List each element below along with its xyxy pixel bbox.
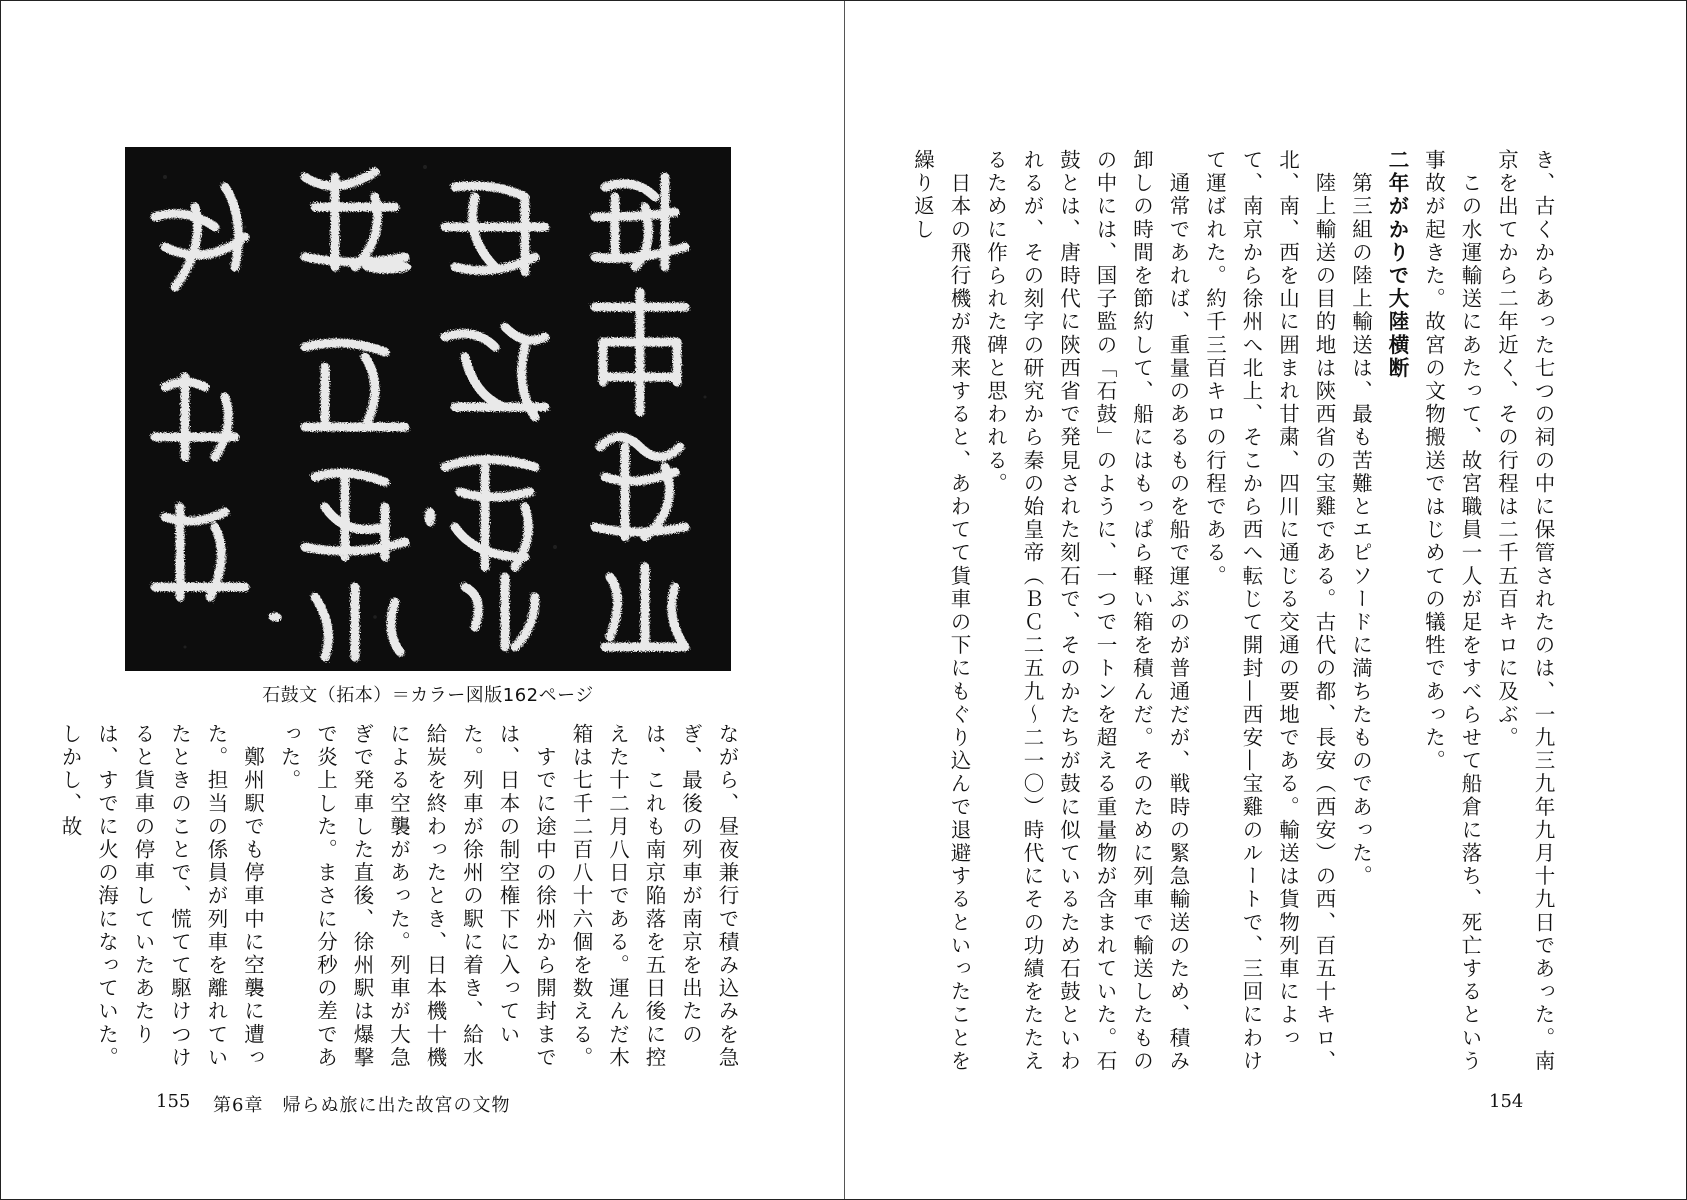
right-page-body	[910, 149, 1561, 1089]
figure-caption: 石鼓文（拓本）＝カラー図版162ページ	[262, 685, 594, 706]
running-head: 第6章 帰らぬ旅に出た故宮の文物	[213, 1095, 511, 1116]
page-gutter	[844, 1, 845, 1199]
left-page-body: ながら、昼夜兼行で積み込みを急ぎ、最後の列車が南京を出たのは、これも南京陥落を五日後に控えた十二月八日である。運んだ木箱は七千二百八十六個を数える。 すでに途中の徐州から開封までは、日本の制空権下に入っていた。列車が徐州の駅に着き、給水給炭を終わったとき、日本機十機による空襲があった。列車が大急ぎで発車した直後、徐州駅は爆撃で炎上した。まさに分秒の差であった。 鄭州駅でも停車中に空襲に遭った。担当の係員が列車を離れていたときのことで、慌てて駆けつけると貨車の停車していたあたりは、すでに火の海になっていた。しかし、故	[58, 723, 739, 1070]
section-heading: 二年がかりで大陸横断	[1385, 149, 1409, 380]
rubbing-artwork	[125, 147, 731, 671]
page-number-right: 154	[1489, 1091, 1524, 1112]
page-number-left: 155	[156, 1091, 191, 1112]
right-body-part-2: 第三組の陸上輸送は、最も苦難とエピソードに満ちたものであった。 陸上輸送の目的地は陝西省の宝雞である。古代の都、長安（西安）の西、百五十キロ、北、南、西を山に囲まれ甘粛、四川に通じる交通の要地である。輸送は貨物列車によって、南京から徐州へ北上、そこから西へ転じて開封―西安―宝雞のルートで、三回にわけて運ばれた。約千三百キロの行程である。 通常であれば、重量のあるものを船で運ぶのが普通だが、戦時の緊急輸送のため、積み卸しの時間を節約して、船にはもっぱら軽い箱を積んだ。そのために列車で輸送したものの中には、国子監の「石鼓」のように、一つで一トンを超える重量物が含まれていた。石鼓とは、唐時代に陝西省で発見された刻石で、そのかたちが鼓に似ているため石鼓といわれるが、その刻字の研究から秦の始皇帝（ＢＣ二五九〜二一〇）時代にその功績をたたえるために作られた碑と思われる。 日本の飛行機が飛来すると、あわてて貨車の下にもぐり込んで退避するといったことを繰り返し	[910, 149, 1373, 1073]
right-body-part-1: き、古くからあった七つの祠の中に保管されたのは、一九三九年九月十九日であった。南京を出てから二年近く、その行程は二千五百キロに及ぶ。 この水運輸送にあたって、故宮職員一人が足をすべらせて船倉に落ち、死亡するという事故が起きた。故宮の文物搬送ではじめての犠牲であった。	[1421, 149, 1555, 1073]
stone-drum-rubbing-image	[125, 147, 731, 671]
